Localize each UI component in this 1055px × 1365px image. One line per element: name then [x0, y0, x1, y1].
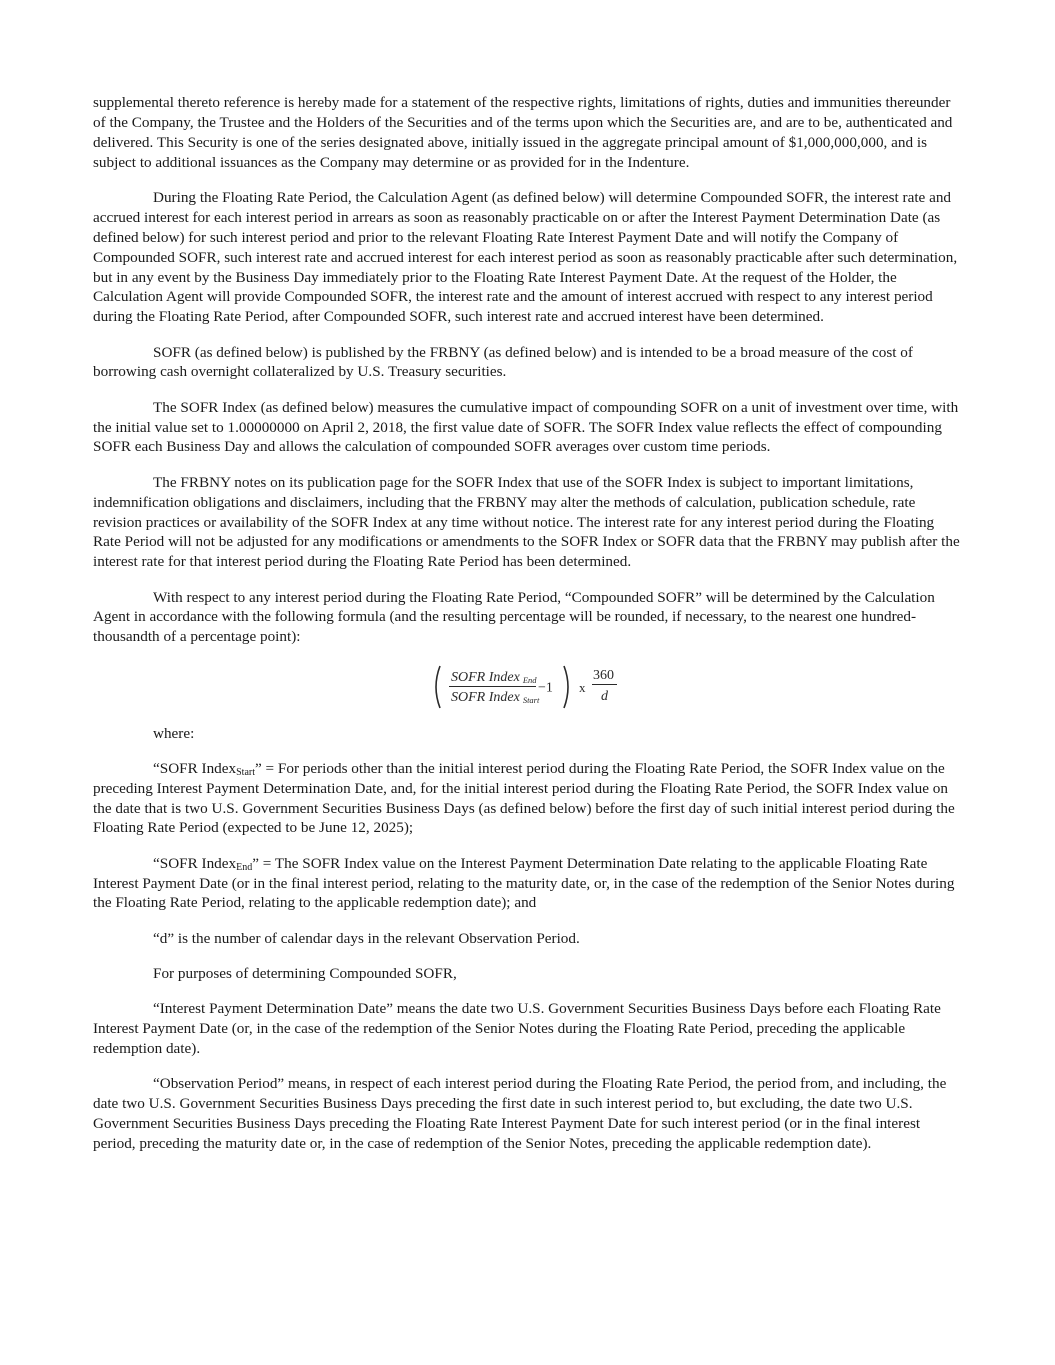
formula-factor-denominator: d [601, 688, 608, 704]
definition-end-term: “SOFR Index [153, 854, 237, 872]
compounded-sofr-formula [93, 663, 965, 711]
paragraph-compounded-sofr-formula-intro: With respect to any interest period during the Floating Rate Period, “Compounded SOFR” will be determined by the Calculation Agent in accordance with the following formula (and the resulting percentage will be rounded, if necessary, to the nearest one hundred-thousandth of a percentage point): [93, 588, 935, 646]
paragraph-sofr-definition: SOFR (as defined below) is published by the FRBNY (as defined below) and is intended to be a broad measure of the cost of borrowing cash overnight collateralized by U.S. Treasury securities. [93, 343, 913, 381]
definition-start-text: ” = For periods other than the initial interest period during the Floating Rate Period, the SOFR Index value on the preceding Interest Payment Determination Date, and, for the initial interest period during the Floating Rate Period, the SOFR Index value on the date that is two U.S. Government Securities Business Days (as defined below) before the first day of such initial interest period during the Floating Rate Period (expected to be June 12, 2025); [93, 759, 955, 837]
paragraph-for-purposes: For purposes of determining Compounded SOFR, [153, 964, 457, 982]
formula-graphic [429, 663, 629, 711]
definition-observation-period: “Observation Period” means, in respect of each interest period during the Floating Rate Period, the period from, and including, the date two U.S. Government Securities Business Days preceding the first date in such interest period to, but excluding, the date two U.S. Government Securities Business Days preceding the Floating Rate Interest Payment Date for such interest period (or in the final interest period, preceding the maturity date or, in the case of redemption of the Senior Notes, preceding the applicable redemption date). [93, 1075, 947, 1152]
paragraph-where: where: [153, 724, 195, 742]
formula-left-paren [436, 666, 440, 708]
formula-numerator: SOFR Index End [451, 669, 537, 685]
definition-start-term: “SOFR Index [153, 759, 237, 777]
document-page [93, 93, 965, 1169]
definition-d: “d” is the number of calendar days in the relevant Observation Period. [153, 929, 580, 947]
definition-sofr-index-end [93, 854, 965, 914]
definition-interest-payment-determination-date: “Interest Payment Determination Date” means the date two U.S. Government Securities Business Days before each Floating Rate Interest Payment Date (or, in the case of the redemption of the Senior Notes during the Floating Rate Period, preceding the applicable redemption date). [93, 1000, 941, 1057]
paragraph-indenture-reference: supplemental thereto reference is hereby made for a statement of the respective rights, limitations of rights, duties and immunities thereunder of the Company, the Trustee and the Holders of the Securities and of the terms upon which the Securities are, and are to be, authenticated and delivered. This Security is one of the series designated above, initially issued in the aggregate principal amount of $1,000,000,000, and is subject to additional issuances as the Company may determine or as provided for in the Indenture. [93, 94, 953, 171]
paragraph-floating-rate-calculation: During the Floating Rate Period, the Calculation Agent (as defined below) will determine Compounded SOFR, the interest rate and accrued interest for each interest period in arrears as soon as reasonably practicable on or after the Interest Payment Determination Date (as defined below) for such interest period and prior to the relevant Floating Rate Interest Payment Date and will notify the Company of Compounded SOFR, such interest rate and accrued interest for each interest period as soon as reasonably practicable after such determination, but in any event by the Business Day immediately prior to the Floating Rate Interest Payment Date. At the request of the Holder, the Calculation Agent will provide Compounded SOFR, the interest rate and the amount of interest accrued with respect to any interest period during the Floating Rate Period, after Compounded SOFR, such interest rate and accrued interest have been determined. [93, 188, 958, 326]
definition-end-text: ” = The SOFR Index value on the Interest Payment Determination Date relating to the applicable Floating Rate Interest Payment Date (or in the final interest period, relating to the maturity date, or, in the case of the redemption of the Senior Notes during the Floating Rate Period, relating to the applicable redemption date); and [93, 854, 955, 912]
formula-minus-one: −1 [538, 680, 553, 696]
definition-end-subscript: End [236, 861, 253, 873]
formula-right-paren [564, 666, 568, 708]
formula-denominator: SOFR Index Start [451, 689, 540, 705]
paragraph-sofr-index-description: The SOFR Index (as defined below) measures the cumulative impact of compounding SOFR on a unit of investment over time, with the initial value set to 1.00000000 on April 2, 2018, the first value date of SOFR. The SOFR Index value reflects the effect of compounding SOFR each Business Day and allows the calculation of compounded SOFR averages over custom time periods. [93, 398, 959, 456]
formula-factor-numerator: 360 [593, 667, 614, 683]
formula-times: x [579, 679, 586, 695]
definition-start-subscript: Start [236, 766, 255, 778]
paragraph-frbny-notes: The FRBNY notes on its publication page for the SOFR Index that use of the SOFR Index is subject to important limitations, indemnification obligations and disclaimers, including that the FRBNY may alter the methods of calculation, publication schedule, rate revision practices or availability of the SOFR Index at any time without notice. The interest rate for any interest period during the Floating Rate Period will not be adjusted for any modifications or amendments to the SOFR Index or SOFR data that the FRBNY may publish after the interest rate for that interest period during the Floating Rate Period has been determined. [93, 473, 960, 571]
definition-sofr-index-start [93, 759, 965, 839]
